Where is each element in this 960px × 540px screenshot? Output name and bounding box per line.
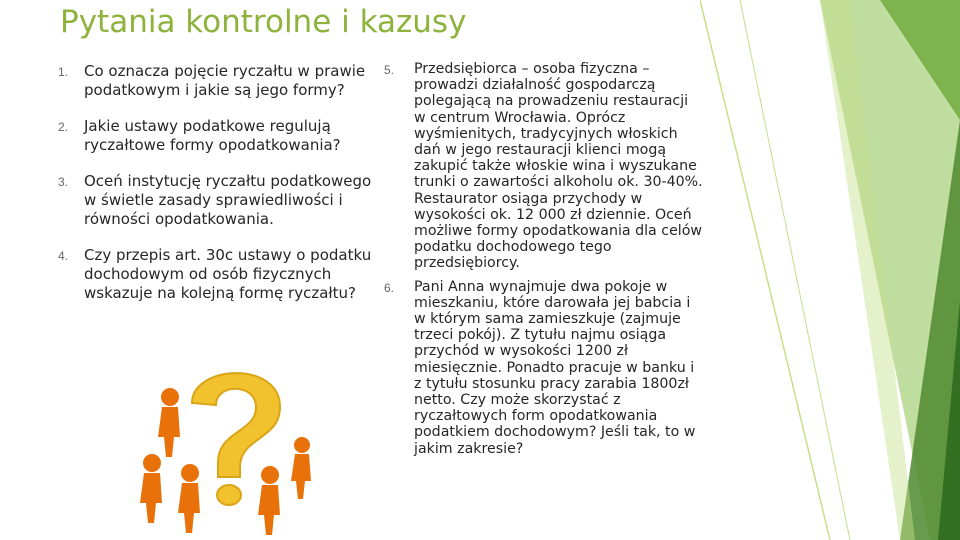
list-item <box>384 279 704 457</box>
green-decoration <box>700 0 960 540</box>
slide-title: Pytania kontrolne i kazusy <box>60 4 467 40</box>
list-item <box>58 246 378 303</box>
item-number: 6. <box>384 280 395 295</box>
item-text: Jakie ustawy podatkowe regulują ryczałtowe formy opodatkowania? <box>84 117 341 154</box>
item-number: 3. <box>58 175 69 189</box>
item-number: 4. <box>58 249 69 263</box>
list-item <box>384 61 704 272</box>
item-text: Przedsiębiorca – osoba fizyczna – prowadzi działalność gospodarczą polegającą na prowadzeniu restauracji w centrum Wrocławia. Oprócz wyśmienitych, tradycyjnych włoskich dań w jego restauracji klienci mogą zakupić także włoskie wina i wyszukane trunki o zawartości alkoholu ok. 30-40%. Restaurator osiąga przychody w wysokości ok. 12 000 zł dziennie. Oceń możliwe formy opodatkowania dla celów podatku dochodowego tego przedsiębiorcy. <box>414 61 703 272</box>
item-number: 2. <box>58 120 69 134</box>
list-item <box>58 62 378 100</box>
item-text: Oceń instytucję ryczałtu podatkowego w świetle zasady sprawiedliwości i równości opodatkowania. <box>84 172 372 228</box>
item-text: Czy przepis art. 30c ustawy o podatku dochodowym od osób fizycznych wskazuje na kolejną formę ryczałtu? <box>84 246 372 302</box>
item-text: Pani Anna wynajmuje dwa pokoje w mieszkaniu, które darowała jej babcia i w którym sama zamieszkuje (zajmuje trzeci pokój). Z tytułu najmu osiąga przychód w wysokości 1200 zł miesięcznie. Ponadto pracuje w banku i z tytułu stosunku pracy zarabia 1800zł netto. Czy może skorzystać z ryczałtowych form opodatkowania podatkiem dochodowym? Jeśli tak, to w jakim zakresie? <box>414 278 696 457</box>
list-item <box>58 172 378 229</box>
question-list-left <box>58 62 378 320</box>
list-item <box>58 117 378 155</box>
question-mark-clipart <box>130 345 325 540</box>
item-number: 5. <box>384 63 395 77</box>
item-text: Co oznacza pojęcie ryczałtu w prawie podatkowym i jakie są jego formy? <box>84 62 366 99</box>
item-number: 1. <box>58 65 69 79</box>
question-list-right <box>384 61 704 464</box>
